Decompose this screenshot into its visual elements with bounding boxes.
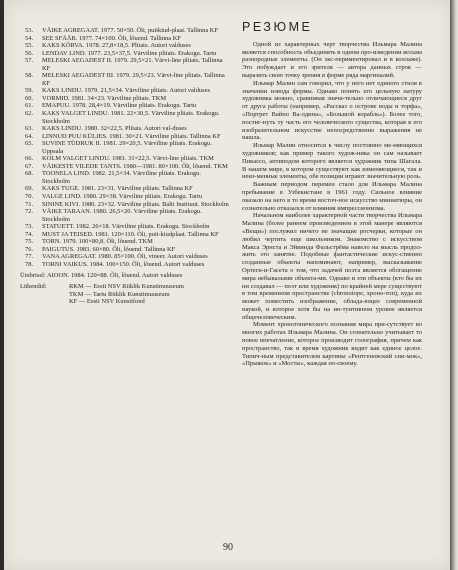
summary-body	[242, 41, 422, 368]
entry-number: 59.	[25, 87, 34, 95]
abbreviations-label: Lühendid:	[20, 283, 47, 291]
entry-text: KAKS LINDU. 1979. 21,5×34. Värviline pliiats. Autori valduses	[42, 87, 211, 95]
book-gutter	[450, 0, 458, 570]
entry-number: 75.	[25, 238, 34, 246]
summary-paragraph: Ильмар Малин сам говорил, что у него нет единого стиля в значении извода формы. Однако понять его цельную натуру художника можно, сравнивая значи-тельно отличающиеся друг от друга работы (например, «Рассказ о острове воды и торфа», «Портрет Вайно Ва-лдина», «Большой корабль»). Более того, постиг-нуть ту часть его человеческого существа, которая в его изобразительном искусстве непосредственно выражения не нашла.	[242, 79, 422, 142]
entry-text: VÄIKESTE VILEDE TANTS. 1980—1981. 80×100. Õli, lõuend. TKM	[42, 162, 228, 170]
entry-number: 60.	[25, 94, 34, 102]
catalogue-entry	[20, 155, 230, 163]
entry-text: KAKS KÕRVA. 1978. 27,8×18,5. Pliiats. Autori valduses	[42, 42, 191, 50]
catalogue-entry	[20, 261, 230, 269]
entry-text: LINNUD PUU KÜLJES. 1981. 30×21. Värviline pliiats. Tallinna KF	[42, 132, 221, 140]
entry-number: 70.	[25, 193, 34, 201]
catalogue-entry	[20, 238, 230, 246]
entry-number: 55.	[25, 42, 34, 50]
entry-number: 64.	[25, 132, 34, 140]
catalogue-entry	[20, 253, 230, 261]
abbreviations	[20, 283, 230, 306]
entry-number: 63.	[25, 125, 34, 133]
catalogue-list	[20, 27, 230, 306]
entry-text: TORNI VAIKUS. 1984. 100×150. Õli, lõuend. Autori valduses	[42, 260, 205, 268]
catalogue-entry	[20, 35, 230, 43]
abbreviation-item: KF — Eesti NSV Kunstifond	[69, 298, 145, 306]
entry-number: 69.	[25, 185, 34, 193]
entry-number: 62.	[25, 110, 34, 118]
entry-number: 76.	[25, 245, 34, 253]
entry-text: MUST JA TEISED. 1981. 120×110. Õli, puit-kiudplaat. Tallinna KF	[42, 230, 219, 238]
entry-number: 73.	[25, 223, 34, 231]
catalogue-entry	[20, 193, 230, 201]
entry-number: 56.	[25, 49, 34, 57]
catalogue-entry	[20, 87, 230, 95]
cover-note: Ümbrisel: AIOON. 1984. 120×88. Õli, lõuend. Autori valduses	[20, 271, 183, 279]
entry-number: 57.	[25, 57, 34, 65]
entry-number: 71.	[25, 200, 34, 208]
entry-text: VÄIKE TARAAN. 1980. 26,5×20. Värviline pliiats. Erakogu. Stockholm	[42, 208, 202, 223]
entry-number: 58.	[25, 72, 34, 80]
entry-text: SININE KIVI. 1980. 23×32. Värviline pliiats. Balti Instituut. Stockholm	[42, 200, 229, 208]
entry-text: SUVINE TÜDRUK II. 1981. 29×20,5. Värviline pliiats. Erakogu. Uppsala	[42, 140, 212, 155]
catalogue-entry	[20, 102, 230, 110]
entry-text: VÄIKE AGREGAAT. 1977. 50×50. Õli, puitkiud-plaat. Tallinna KF	[42, 27, 219, 34]
summary-paragraph: Момент хронотопического познания мира при-сутствует во многих работах Ильмара Малина. Он сознательно учитывает то новое впечатление, которое производит голография, причем как пространство, так и время художник видит как единое целое. Типич-ным представителем картины «Рентгеновский сни-мок», «Прыжок» и «Мосты», каждая по-своему.	[242, 321, 422, 368]
catalogue-entry	[20, 170, 230, 185]
book-page	[4, 0, 452, 570]
entry-number: 74.	[25, 230, 34, 238]
page-number: 90	[223, 542, 233, 553]
entry-text: TOONELA LIND. 1982. 21,5×34. Värviline pliiats. Erakogu. Stockholm	[42, 170, 201, 185]
entry-text: TORN. 1979. 100×80,8. Õli, lõuend. TKM	[42, 238, 153, 246]
entry-number: 67.	[25, 162, 34, 170]
abbreviation-item: RKM — Eesti NSV Riiklik Kunstimuuseum	[69, 283, 184, 291]
abbreviation-item: TKM — Tartu Riiklik Kunstimuuseum	[69, 290, 170, 298]
catalogue-entry	[20, 95, 230, 103]
catalogue-entry	[20, 201, 230, 209]
catalogue-entry	[20, 27, 230, 35]
entry-number: 78.	[25, 260, 34, 268]
entry-number: 61.	[25, 102, 34, 110]
entry-number: 68.	[25, 170, 34, 178]
catalogue-entry	[20, 223, 230, 231]
entry-text: VALGE LIND. 1980. 29×38. Värviline pliiats. Erakogu. Tartu	[42, 193, 203, 201]
summary-paragraph: Важным периодом перемен стало для Ильмара Малина пребывание в Узбекистане в 1961 году. Сильное влияние оказало на него в то время восточ-ное искусство миниатюры, он сознательно отказался от влияния импрессионизма.	[242, 181, 422, 212]
entry-text: KAKS VALGET LINDU. 1981. 22×30,5. Värviline pliiats. Erakogu. Stockholm	[42, 110, 220, 125]
entry-text: SEE SFÄÄR. 1977. 74×100. Õli, lõuend. Tallinna KF	[42, 34, 181, 42]
catalogue-entry	[20, 163, 230, 171]
catalogue-entry	[20, 140, 230, 155]
entry-number: 66.	[25, 155, 34, 163]
entry-text: VORMID. 1981. 34×23. Värviline pliiats. TKM	[42, 94, 167, 102]
catalogue-entry	[20, 42, 230, 50]
entry-text: KAKS LINDU. 1980. 32×22,5. Pliiats. Autori val-duses	[42, 125, 187, 133]
summary-paragraph: Одной из характерных черт творчества Ильмара Малина является способность объединять в одном про-изведении весьма разнородные элементы. (Он экс-периментировал и в коллаже). Это побуждает и его зрителя — автора данных строк — выразить свою точку зрения в форме ряда маргиналий.	[242, 40, 422, 79]
entry-number: 72.	[25, 208, 34, 216]
summary-column	[242, 20, 422, 368]
entry-number: 53.	[25, 27, 34, 34]
entry-text: STATUETT. 1982. 26×18. Värviline pliiats. Erakogu. Stockholm	[42, 223, 210, 231]
summary-heading: РЕЗЮМЕ	[242, 20, 313, 34]
entry-number: 77.	[25, 253, 34, 261]
entry-text: VANA AGREGAAT. 1980. 85×100. Õli, vineer. Autori valduses	[42, 253, 208, 261]
entry-text: MELESKI AEGADEST II. 1979. 29,5×21. Värvi-line pliiats. Tallinna KF	[42, 57, 223, 72]
catalogue-entry	[20, 208, 230, 223]
catalogue-entry	[20, 72, 230, 87]
summary-paragraph: Начальном наиболее характерной части творчества Ильмара Малина (более раннем произведением в этой манере являются «Вещи») послужил ничего не значащие росчерки, которые он любил чертить еще школьником. Знакомство с искусством Макса Эрнста и Эйвинда Фальстрёма навело на мысль продол-жить это занятие. Подобные фантастические искус-ственно созданные объекты напоминают, например, высказывание Ортеги-и-Гасета о том, что задачей поэта является обогащение мира небывалыми объекта-ми. Однако и эти объекты (кто бы их ни создавал — поэт или художник) по крайней мере существуют в том временном пространстве (chronotope, хроно-топ), куда их может поместить изображение, облада-ющее современной наукой, и которое хотя бы на ин-туитивном уровне является общечеловеческим.	[242, 212, 422, 321]
catalogue-entry	[20, 50, 230, 58]
entry-number: 54.	[25, 34, 34, 42]
entry-text: EMAPUU. 1978. 28,4×19. Värviline pliiats. Erakogu. Tartu	[42, 102, 197, 110]
catalogue-entry	[20, 133, 230, 141]
catalogue-entry	[20, 57, 230, 72]
catalogue-entry	[20, 185, 230, 193]
entry-text: KOLM VALGET LINDU. 1981. 31×22,5. Värvi-line pliiats. TKM	[42, 155, 214, 163]
summary-paragraph: Ильмар Малин относится к числу постоянно ме-няющихся художников; как пример такого худож-ника он сам называет Пикассо, антиподом которого является художник типа Шагала. В нашем мире, в котором существуют как изменяющиеся, так и неиз-менные элементы, обе позиции играют значительную роль.	[242, 142, 422, 181]
entry-text: KAKS TUGE. 1981. 23×31. Värviline pliiats. Tallinna KF	[42, 185, 193, 193]
entry-text: MELESKI AEGADEST III. 1979. 29,5×23. Värvi-line pliiats. Tallinna KF	[42, 72, 225, 87]
catalogue-entry	[20, 110, 230, 125]
entry-text: PAIGUTUS. 1983. 60×80. Õli, lõuend. Tallinna KF	[42, 245, 176, 253]
entry-number: 65.	[25, 140, 34, 148]
entry-text: LENDAV LIND. 1977. 23,5×37,5. Värviline pliiats. Erakogu. Tartu	[42, 49, 217, 57]
catalogue-entry	[20, 125, 230, 133]
